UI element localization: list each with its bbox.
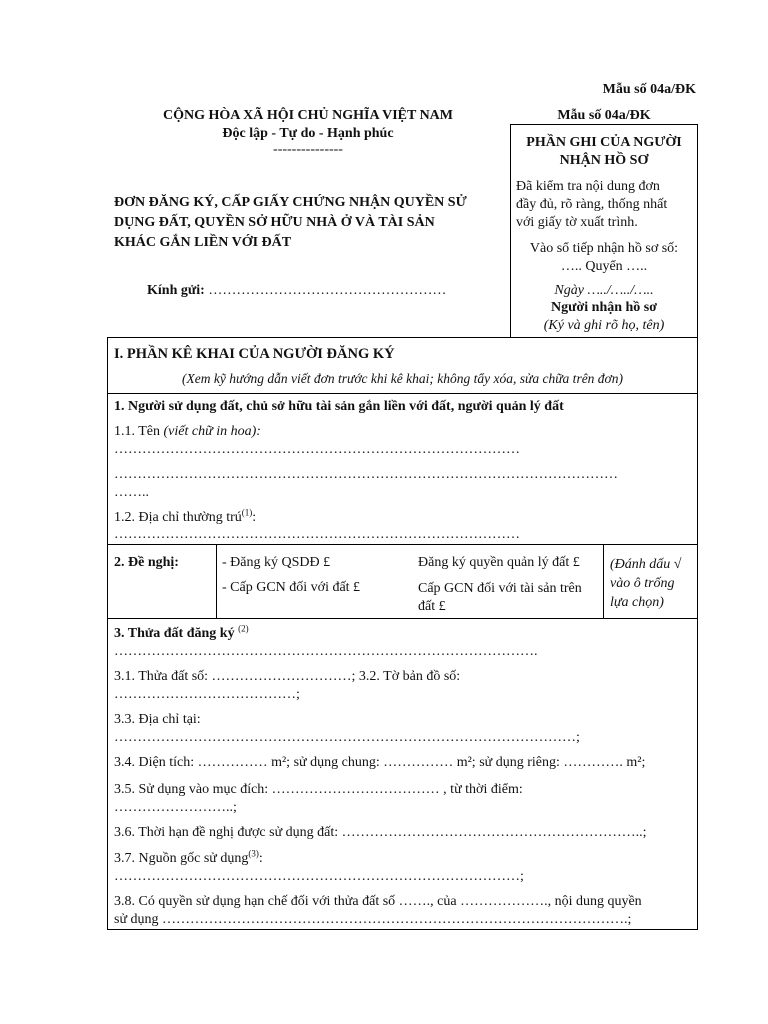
divider — [603, 544, 604, 618]
registry-line: Vào sổ tiếp nhận hồ sơ số: — [529, 241, 679, 256]
recipient-label: Kính gửi: — [147, 283, 205, 298]
item-1-title: 1. Người sử dụng đất, chủ sở hữu tài sản gắn liền với đất, người quản lý đất — [114, 399, 564, 414]
item-1-1-label: 1.1. Tên — [114, 424, 164, 439]
receiver-check-line: đầy đủ, rõ ràng, thống nhất — [516, 197, 668, 212]
section-1-title: I. PHẦN KÊ KHAI CỦA NGƯỜI ĐĂNG KÝ — [114, 346, 395, 362]
receiver-check-line: Đã kiểm tra nội dung đơn — [516, 179, 660, 194]
recipient-dots: …………………………………………… — [208, 283, 447, 298]
form-title-line: DỤNG ĐẤT, QUYỀN SỞ HỮU NHÀ Ở VÀ TÀI SẢN — [114, 215, 435, 230]
name-field-dots: …………………………………………………………………………… — [114, 442, 520, 457]
receiver-sign: (Ký và ghi rõ họ, tên) — [543, 318, 665, 333]
name-field-dots: ……………………………………………………………………………………………… — [114, 467, 618, 482]
line-3-8: 3.8. Có quyền sử dụng hạn chế đối với thửa đất số ……., của ………………., nội dung quyền — [114, 894, 642, 909]
item-1-2-label: 1.2. Địa chỉ thường trú — [114, 510, 242, 525]
line-3-1: 3.1. Thửa đất số: …………………………; 3.2. Tờ bản đồ số: — [114, 669, 461, 684]
form-code-side: Mẫu số 04a/ĐK — [557, 108, 651, 123]
hint-line: lựa chọn) — [610, 595, 664, 610]
item-1-2 — [114, 507, 257, 526]
option-certificate-assets[interactable] — [418, 580, 582, 616]
receiver-title-line: NHẬN HỒ SƠ — [559, 153, 649, 168]
line-3-7 — [114, 848, 263, 867]
recipient-line — [147, 283, 446, 299]
receiver-title-line: PHẦN GHI CỦA NGƯỜI — [526, 135, 682, 150]
item-1-1 — [114, 424, 261, 440]
divider — [107, 618, 698, 619]
divider — [107, 544, 698, 545]
motto: Độc lập - Tự do - Hạnh phúc — [222, 126, 394, 141]
option-certificate-land[interactable]: - Cấp GCN đối với đất £ — [222, 580, 361, 595]
section-3-title — [114, 623, 249, 642]
receiver-name: Người nhận hồ sơ — [551, 300, 657, 315]
divider — [107, 393, 698, 394]
form-title-line: ĐƠN ĐĂNG KÝ, CẤP GIẤY CHỨNG NHẬN QUYỀN SỬ — [114, 195, 467, 210]
line-3-2-dots: …………………………………; — [114, 687, 300, 702]
parcel-dots: ………………………………………………………………………………. — [114, 644, 538, 659]
section-2-hint — [610, 555, 681, 612]
option-register-land-use[interactable]: - Đăng ký QSDĐ £ — [222, 555, 331, 570]
registry-line: ….. Quyển ….. — [560, 259, 648, 274]
address-field-dots: …………………………………………………………………………… — [114, 527, 520, 542]
option-line: Cấp GCN đối với tài sản trên — [418, 581, 582, 596]
line-3-8-b: sử dụng ……………………………………………………………………………………….; — [114, 912, 632, 927]
hint-line: vào ô trống — [610, 576, 675, 591]
line-3-5: 3.5. Sử dụng vào mục đích: ……………………………… , từ thời điểm: — [114, 782, 523, 797]
item-1-1-hint: (viết chữ in hoa): — [163, 424, 261, 439]
divider — [216, 544, 217, 618]
line-3-4: 3.4. Diện tích: …………… m²; sử dụng chung: …………… m²; sử dụng riêng: …………. m²; — [114, 755, 646, 770]
hint-line: (Đánh dấu √ — [610, 557, 682, 572]
line-3-3: 3.3. Địa chỉ tại: — [114, 712, 201, 727]
line-3-6: 3.6. Thời hạn đề nghị được sử dụng đất: ………………………………………………………..; — [114, 825, 647, 840]
option-line: đất £ — [418, 599, 446, 614]
section-3-title-text: 3. Thửa đất đăng ký — [114, 626, 239, 641]
line-3-3-dots: ………………………………………………………………………………………; — [114, 730, 580, 745]
country-header: CỘNG HÒA XÃ HỘI CHỦ NGHĨA VIỆT NAM — [162, 108, 453, 123]
footnote-ref: (2) — [238, 623, 249, 634]
section-1-note: (Xem kỹ hướng dẫn viết đơn trước khi kê khai; không tẩy xóa, sửa chữa trên đơn) — [181, 371, 624, 386]
receiver-check-text — [516, 178, 667, 232]
name-field-dots: …….. — [114, 485, 149, 500]
form-title-line: KHÁC GẮN LIỀN VỚI ĐẤT — [114, 235, 292, 250]
footnote-ref: (3) — [248, 848, 259, 859]
receiver-check-line: với giấy tờ xuất trình. — [516, 215, 638, 230]
line-3-7-label: 3.7. Nguồn gốc sử dụng — [114, 851, 249, 866]
section-2-label: 2. Đề nghị: — [114, 555, 179, 570]
line-3-7-dots: ……………………………………………………………………………; — [114, 869, 524, 884]
line-3-5-dots: ……………………..; — [114, 800, 237, 815]
form-code-top: Mẫu số 04a/ĐK — [602, 82, 696, 97]
form-title — [114, 193, 467, 253]
option-register-management[interactable]: Đăng ký quyền quản lý đất £ — [418, 555, 580, 570]
item-1-2-colon: : — [252, 510, 257, 525]
line-3-7-colon: : — [258, 851, 263, 866]
footnote-ref: (1) — [241, 507, 253, 518]
receiver-box-title — [510, 134, 698, 170]
header-separator: --------------- — [273, 142, 343, 157]
receiver-registry — [510, 240, 698, 276]
receiver-date: Ngày …../…../….. — [554, 283, 654, 298]
